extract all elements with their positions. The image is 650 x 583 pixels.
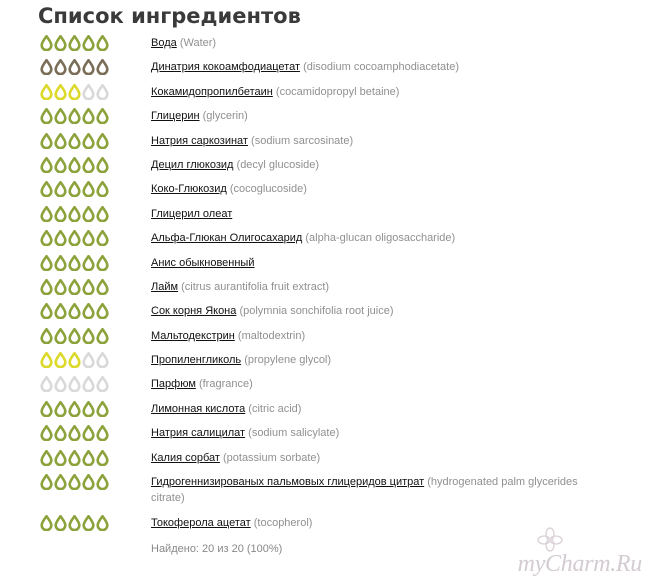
rating-drop-icon	[68, 279, 81, 295]
safety-rating	[40, 401, 110, 417]
ingredient-text	[151, 133, 591, 149]
rating-drop-icon	[40, 474, 53, 490]
rating-drop-icon	[68, 255, 81, 271]
ingredient-row	[0, 104, 650, 128]
ingredient-name-link[interactable]: Кокамидопропилбетаин	[151, 85, 273, 98]
rating-drop-icon	[96, 474, 109, 490]
ingredient-text	[151, 352, 591, 368]
safety-rating	[40, 450, 110, 466]
ingredient-row	[0, 397, 650, 421]
ingredient-name-link[interactable]: Альфа-Глюкан Олигосахарид	[151, 232, 303, 245]
ingredient-name-link[interactable]: Децил глюкозид	[151, 158, 234, 171]
rating-drop-icon	[40, 279, 53, 295]
ingredient-name-link[interactable]: Натрия саркозинат	[151, 134, 248, 147]
rating-drop-icon	[68, 181, 81, 197]
ingredient-text	[151, 450, 591, 466]
ingredient-name-link[interactable]: Калия сорбат	[151, 451, 220, 464]
page-title: Список ингредиентов	[38, 4, 301, 28]
ingredient-text	[151, 279, 591, 295]
rating-drop-icon	[68, 450, 81, 466]
safety-rating	[40, 181, 110, 197]
safety-rating	[40, 206, 110, 222]
ingredient-latin-name: (Water)	[179, 37, 217, 49]
rating-drop-icon	[96, 352, 109, 368]
ingredient-name-link[interactable]: Натрия салицилат	[151, 427, 246, 440]
rating-drop-icon	[54, 450, 67, 466]
rating-drop-icon	[82, 255, 95, 271]
ingredient-text	[151, 328, 591, 344]
ingredient-row	[0, 226, 650, 250]
rating-drop-icon	[40, 133, 53, 149]
ingredient-latin-name: (maltodextrin)	[237, 329, 306, 342]
safety-rating	[40, 255, 110, 271]
ingredient-text	[151, 474, 591, 506]
rating-drop-icon	[40, 108, 53, 124]
ingredient-row	[0, 446, 650, 470]
rating-drop-icon	[68, 59, 81, 75]
rating-drop-icon	[68, 84, 81, 100]
watermark-text: myCharm.Ru	[517, 551, 642, 577]
rating-drop-icon	[40, 35, 53, 51]
safety-rating	[40, 35, 110, 51]
rating-drop-icon	[82, 376, 95, 392]
rating-drop-icon	[54, 157, 67, 173]
ingredient-name-link[interactable]: Динатрия кокоамфодиацетат	[151, 61, 301, 74]
rating-drop-icon	[96, 133, 109, 149]
ingredient-row	[0, 202, 650, 226]
rating-drop-icon	[54, 515, 67, 531]
ingredient-name-link[interactable]: Лимонная кислота	[151, 402, 246, 415]
ingredient-text	[151, 376, 591, 392]
ingredient-name-link[interactable]: Пропиленгликоль	[151, 354, 242, 367]
rating-drop-icon	[40, 206, 53, 222]
safety-rating	[40, 230, 110, 246]
ingredient-name-link[interactable]: Гидрогеннизированых пальмовых глицеридов цитрат	[151, 476, 425, 489]
rating-drop-icon	[54, 35, 67, 51]
rating-drop-icon	[82, 328, 95, 344]
ingredient-row	[0, 348, 650, 372]
rating-drop-icon	[96, 84, 109, 100]
safety-rating	[40, 352, 110, 368]
rating-drop-icon	[68, 328, 81, 344]
rating-drop-icon	[54, 230, 67, 246]
rating-drop-icon	[40, 230, 53, 246]
rating-drop-icon	[96, 450, 109, 466]
rating-drop-icon	[54, 84, 67, 100]
flower-logo-icon	[536, 526, 564, 554]
ingredient-row	[0, 251, 650, 275]
found-summary: Найдено: 20 из 20 (100%)	[151, 543, 283, 555]
rating-drop-icon	[68, 474, 81, 490]
rating-drop-icon	[40, 425, 53, 441]
rating-drop-icon	[54, 59, 67, 75]
rating-drop-icon	[54, 181, 67, 197]
ingredient-latin-name: (glycerin)	[202, 110, 248, 123]
ingredient-latin-name: (propylene glycol)	[244, 354, 332, 367]
ingredient-name-link[interactable]: Глицерил олеат	[151, 207, 233, 220]
rating-drop-icon	[82, 303, 95, 319]
rating-drop-icon	[82, 181, 95, 197]
ingredient-latin-name: (polymnia sonchifolia root juice)	[239, 305, 394, 318]
ingredient-row	[0, 372, 650, 396]
rating-drop-icon	[96, 376, 109, 392]
ingredient-text	[151, 181, 591, 197]
ingredient-latin-name: (citrus aurantifolia fruit extract)	[181, 280, 330, 293]
rating-drop-icon	[54, 425, 67, 441]
rating-drop-icon	[40, 401, 53, 417]
ingredient-text	[151, 303, 591, 319]
rating-drop-icon	[68, 303, 81, 319]
rating-drop-icon	[96, 59, 109, 75]
rating-drop-icon	[54, 255, 67, 271]
rating-drop-icon	[96, 328, 109, 344]
ingredient-row	[0, 275, 650, 299]
ingredient-list	[0, 31, 650, 535]
safety-rating	[40, 157, 110, 173]
watermark	[478, 548, 646, 580]
rating-drop-icon	[82, 157, 95, 173]
ingredient-row	[0, 153, 650, 177]
ingredient-latin-name: (disodium cocoamphodiacetate)	[303, 61, 459, 74]
rating-drop-icon	[40, 303, 53, 319]
safety-rating	[40, 474, 110, 490]
rating-drop-icon	[40, 328, 53, 344]
ingredient-latin-name: (sodium salicylate)	[248, 427, 340, 440]
rating-drop-icon	[68, 108, 81, 124]
rating-drop-icon	[96, 515, 109, 531]
ingredient-name-link[interactable]: Лайм	[151, 280, 179, 293]
ingredient-row	[0, 421, 650, 445]
rating-drop-icon	[82, 401, 95, 417]
rating-drop-icon	[82, 59, 95, 75]
ingredient-latin-name: (hydrogenated palm glycerides citrate)	[151, 476, 578, 505]
safety-rating	[40, 328, 110, 344]
rating-drop-icon	[82, 133, 95, 149]
ingredient-row	[0, 324, 650, 348]
ingredient-text	[151, 206, 591, 222]
rating-drop-icon	[82, 206, 95, 222]
ingredient-text	[151, 35, 591, 51]
rating-drop-icon	[82, 108, 95, 124]
rating-drop-icon	[40, 255, 53, 271]
rating-drop-icon	[96, 279, 109, 295]
rating-drop-icon	[96, 108, 109, 124]
rating-drop-icon	[68, 133, 81, 149]
ingredient-text	[151, 108, 591, 124]
ingredient-latin-name: (potassium sorbate)	[222, 451, 321, 464]
ingredient-text	[151, 59, 591, 75]
rating-drop-icon	[40, 59, 53, 75]
rating-drop-icon	[82, 450, 95, 466]
safety-rating	[40, 376, 110, 392]
ingredient-row	[0, 31, 650, 55]
rating-drop-icon	[68, 401, 81, 417]
ingredient-text	[151, 230, 591, 246]
ingredient-name-link[interactable]: Токоферола ацетат	[151, 517, 251, 530]
rating-drop-icon	[68, 376, 81, 392]
rating-drop-icon	[40, 84, 53, 100]
ingredient-name-link[interactable]: Анис обыкновенный	[151, 256, 255, 269]
rating-drop-icon	[96, 425, 109, 441]
rating-drop-icon	[54, 328, 67, 344]
rating-drop-icon	[96, 35, 109, 51]
ingredient-latin-name: (sodium sarcosinate)	[251, 134, 354, 147]
ingredient-text	[151, 84, 591, 100]
ingredient-latin-name: (cocoglucoside)	[229, 183, 307, 196]
rating-drop-icon	[68, 206, 81, 222]
rating-drop-icon	[96, 255, 109, 271]
ingredient-text	[151, 401, 591, 417]
safety-rating	[40, 515, 110, 531]
rating-drop-icon	[68, 35, 81, 51]
rating-drop-icon	[96, 181, 109, 197]
safety-rating	[40, 108, 110, 124]
rating-drop-icon	[82, 279, 95, 295]
rating-drop-icon	[68, 515, 81, 531]
ingredient-name-link[interactable]: Вода	[151, 37, 177, 49]
rating-drop-icon	[54, 376, 67, 392]
ingredient-latin-name: (decyl glucoside)	[236, 158, 320, 171]
rating-drop-icon	[82, 352, 95, 368]
ingredient-row	[0, 55, 650, 79]
ingredient-name-link[interactable]: Парфюм	[151, 378, 196, 391]
ingredient-row	[0, 299, 650, 323]
ingredient-text	[151, 425, 591, 441]
rating-drop-icon	[68, 425, 81, 441]
ingredient-latin-name: (cocamidopropyl betaine)	[275, 85, 400, 98]
ingredient-name-link[interactable]: Коко-Глюкозид	[151, 183, 227, 196]
rating-drop-icon	[96, 401, 109, 417]
rating-drop-icon	[54, 352, 67, 368]
ingredient-row	[0, 129, 650, 153]
safety-rating	[40, 84, 110, 100]
rating-drop-icon	[82, 474, 95, 490]
ingredient-latin-name: (tocopherol)	[253, 517, 313, 530]
ingredient-name-link[interactable]: Глицерин	[151, 110, 200, 123]
rating-drop-icon	[68, 157, 81, 173]
rating-drop-icon	[96, 303, 109, 319]
rating-drop-icon	[54, 401, 67, 417]
rating-drop-icon	[54, 303, 67, 319]
rating-drop-icon	[54, 279, 67, 295]
rating-drop-icon	[96, 206, 109, 222]
ingredient-text	[151, 255, 591, 271]
safety-rating	[40, 59, 110, 75]
safety-rating	[40, 303, 110, 319]
safety-rating	[40, 279, 110, 295]
rating-drop-icon	[82, 515, 95, 531]
rating-drop-icon	[54, 133, 67, 149]
rating-drop-icon	[40, 515, 53, 531]
rating-drop-icon	[82, 84, 95, 100]
rating-drop-icon	[40, 157, 53, 173]
ingredient-text	[151, 515, 591, 531]
rating-drop-icon	[40, 352, 53, 368]
safety-rating	[40, 133, 110, 149]
rating-drop-icon	[40, 450, 53, 466]
ingredient-latin-name: (fragrance)	[198, 378, 253, 391]
rating-drop-icon	[40, 181, 53, 197]
rating-drop-icon	[54, 474, 67, 490]
ingredient-row	[0, 177, 650, 201]
rating-drop-icon	[40, 376, 53, 392]
rating-drop-icon	[82, 230, 95, 246]
ingredient-row	[0, 80, 650, 104]
rating-drop-icon	[68, 230, 81, 246]
ingredient-latin-name: (citric acid)	[248, 402, 302, 415]
rating-drop-icon	[96, 230, 109, 246]
rating-drop-icon	[96, 157, 109, 173]
ingredient-name-link[interactable]: Мальтодекстрин	[151, 329, 235, 342]
ingredient-row	[0, 470, 650, 511]
rating-drop-icon	[82, 35, 95, 51]
rating-drop-icon	[68, 352, 81, 368]
ingredient-text	[151, 157, 591, 173]
ingredient-latin-name: (alpha-glucan oligosaccharide)	[305, 232, 456, 245]
rating-drop-icon	[54, 206, 67, 222]
ingredient-name-link[interactable]: Сок корня Якона	[151, 305, 237, 318]
safety-rating	[40, 425, 110, 441]
rating-drop-icon	[82, 425, 95, 441]
rating-drop-icon	[54, 108, 67, 124]
